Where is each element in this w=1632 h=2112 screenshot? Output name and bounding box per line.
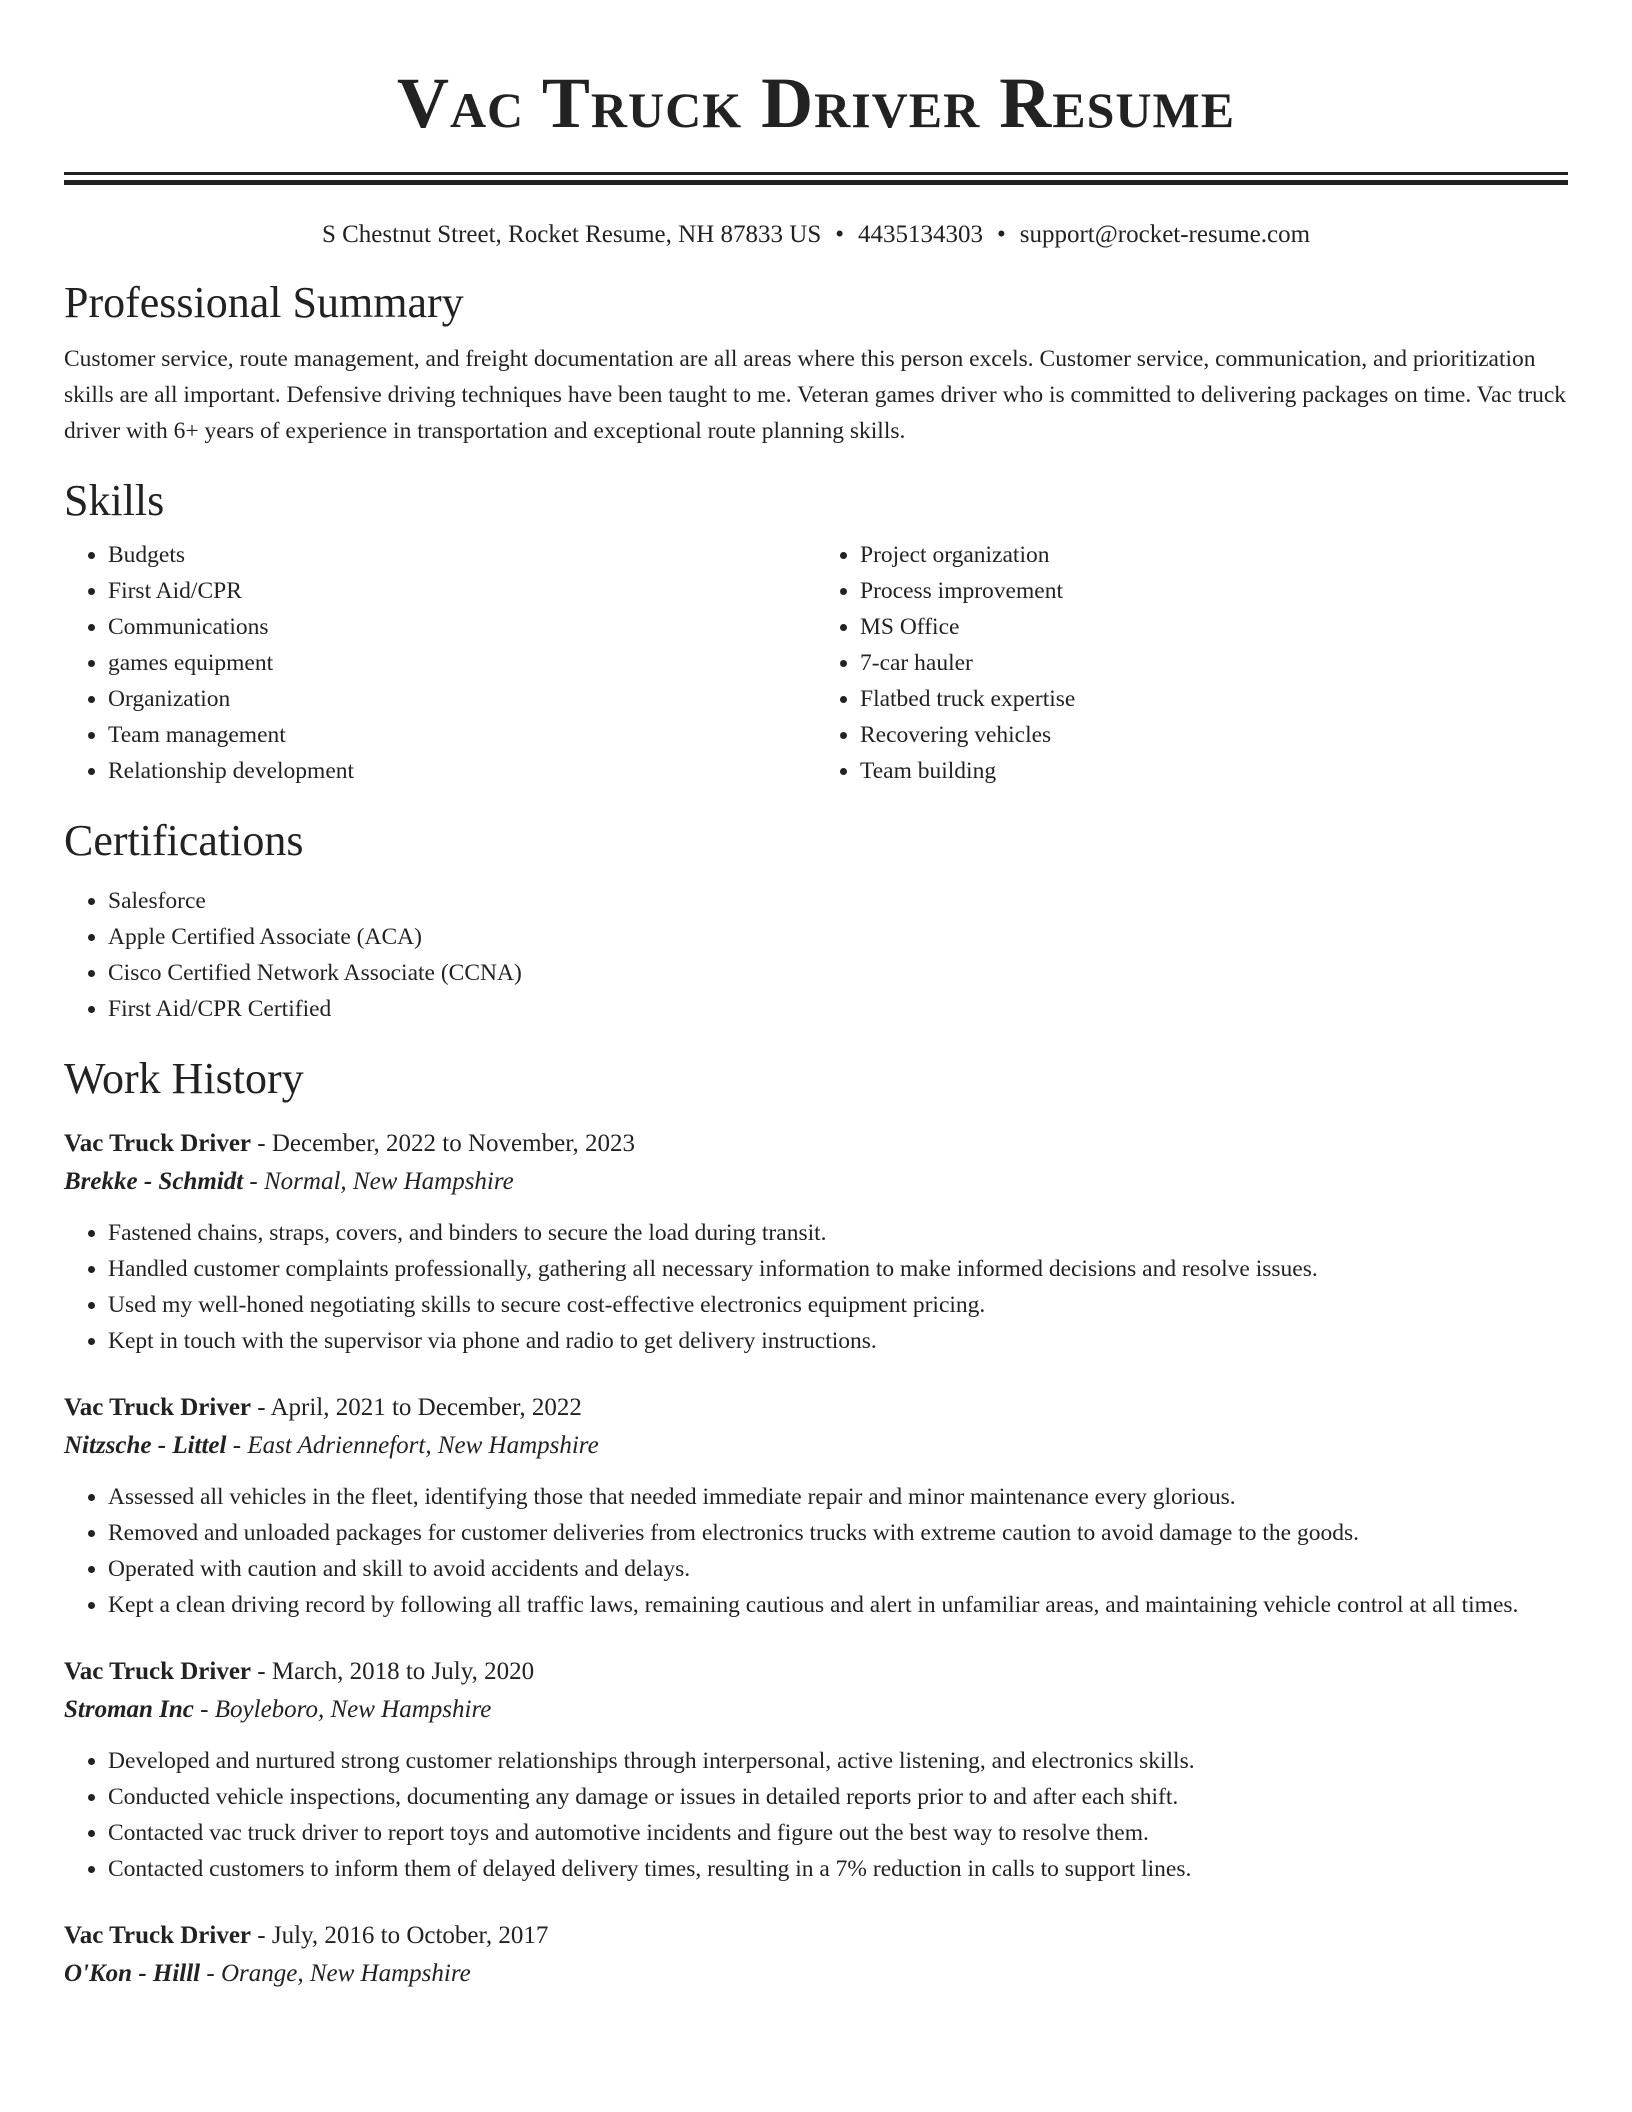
header-divider-thin <box>64 172 1568 175</box>
bullet-separator: • <box>835 221 844 248</box>
skill-item: • Budgets <box>108 537 816 573</box>
job-bullet: • Assessed all vehicles in the fleet, identifying those that needed immediate repair and minor maintenance every glorious. <box>108 1479 1568 1515</box>
job-location: East Adriennefort, New Hampshire <box>247 1432 599 1459</box>
contact-email: support@rocket-resume.com <box>1019 221 1311 248</box>
job-bullets <box>64 1479 1568 1623</box>
skill-item: • 7-car hauler <box>860 645 1568 681</box>
skill-item: • Process improvement <box>860 573 1568 609</box>
job-company-line: Nitzsche - Littel - East Adriennefort, New Hampshire <box>64 1432 599 1459</box>
summary-section <box>64 275 1568 449</box>
skills-list-left <box>64 537 816 789</box>
skills-columns <box>64 537 1568 789</box>
summary-text: Customer service, route management, and freight documentation are all areas where this person excels. Customer service, communication, and prioritization skills are all important. Defensive driving techniques have been taught to me. Veteran games driver who is committed to delivering packages on time. Vac truck driver with 6+ years of experience in transportation and exceptional route planning skills. <box>64 346 1567 444</box>
job-bullet: • Kept in touch with the supervisor via phone and radio to get delivery instructions. <box>108 1323 1568 1359</box>
skill-item: • games equipment <box>108 645 816 681</box>
contact-address: S Chestnut Street, Rocket Resume, NH 87833 US <box>321 221 822 248</box>
job-dates: April, 2021 to December, 2022 <box>270 1394 582 1421</box>
job-dates: December, 2022 to November, 2023 <box>271 1130 636 1157</box>
job-bullet: • Developed and nurtured strong customer relationships through interpersonal, active listening, and electronics skills. <box>108 1743 1568 1779</box>
job-role: Vac Truck Driver <box>64 1130 252 1157</box>
page-title: Vac Truck Driver Resume <box>396 63 1236 143</box>
job-role: Vac Truck Driver <box>64 1658 252 1685</box>
skills-list-right <box>816 537 1568 789</box>
certification-item: • Salesforce <box>108 883 1568 919</box>
contact-line <box>64 219 1568 251</box>
job-location: Normal, New Hampshire <box>264 1168 514 1195</box>
certification-item: • Cisco Certified Network Associate (CCNA) <box>108 955 1568 991</box>
header-divider-thick <box>64 180 1568 185</box>
work-history-section <box>64 1051 1568 1993</box>
skill-item: • Project organization <box>860 537 1568 573</box>
job-bullet: • Contacted customers to inform them of delayed delivery times, resulting in a 7% reduction in calls to support lines. <box>108 1851 1568 1887</box>
job-bullets <box>64 1743 1568 1887</box>
job-title-line: Vac Truck Driver - December, 2022 to November, 2023 <box>64 1130 636 1157</box>
job-bullet: • Kept a clean driving record by following all traffic laws, remaining cautious and alert in unfamiliar areas, and maintaining vehicle control at all times. <box>108 1587 1568 1623</box>
summary-heading: Professional Summary <box>64 278 464 327</box>
job-dates: March, 2018 to July, 2020 <box>271 1658 535 1685</box>
job-role: Vac Truck Driver <box>64 1394 252 1421</box>
job-location: Boyleboro, New Hampshire <box>214 1696 492 1723</box>
skill-item: • Communications <box>108 609 816 645</box>
job-entry <box>64 1653 1568 1887</box>
skill-item: • Relationship development <box>108 753 816 789</box>
certification-item: • Apple Certified Associate (ACA) <box>108 919 1568 955</box>
job-bullets <box>64 1215 1568 1359</box>
job-entry <box>64 1125 1568 1359</box>
certifications-heading: Certifications <box>64 816 304 865</box>
job-bullet: • Contacted vac truck driver to report toys and automotive incidents and figure out the best way to resolve them. <box>108 1815 1568 1851</box>
job-entry <box>64 1917 1568 1993</box>
job-company-line: Stroman Inc - Boyleboro, New Hampshire <box>64 1696 492 1723</box>
certification-item: • First Aid/CPR Certified <box>108 991 1568 1027</box>
skill-item: • Organization <box>108 681 816 717</box>
job-company: O'Kon - Hilll <box>64 1960 201 1987</box>
certifications-section <box>64 813 1568 1027</box>
work-history-heading: Work History <box>64 1054 304 1103</box>
job-title-line: Vac Truck Driver - March, 2018 to July, 2020 <box>64 1658 535 1685</box>
contact-phone: 4435134303 <box>857 221 983 248</box>
job-entry <box>64 1389 1568 1623</box>
skill-item: • Team building <box>860 753 1568 789</box>
bullet-separator: • <box>996 221 1006 248</box>
skill-item: • First Aid/CPR <box>108 573 816 609</box>
job-role: Vac Truck Driver <box>64 1922 252 1949</box>
job-bullet: • Handled customer complaints professionally, gathering all necessary information to make informed decisions and resolve issues. <box>108 1251 1568 1287</box>
skills-heading: Skills <box>64 476 165 525</box>
job-company-line: O'Kon - Hilll - Orange, New Hampshire <box>64 1960 471 1987</box>
job-company: Stroman Inc <box>64 1696 194 1723</box>
job-bullet: • Used my well-honed negotiating skills to secure cost-effective electronics equipment pricing. <box>108 1287 1568 1323</box>
skill-item: • MS Office <box>860 609 1568 645</box>
job-bullet: • Removed and unloaded packages for customer deliveries from electronics trucks with extreme caution to avoid damage to the goods. <box>108 1515 1568 1551</box>
job-bullet: • Conducted vehicle inspections, documenting any damage or issues in detailed reports prior to and after each shift. <box>108 1779 1568 1815</box>
job-title-line: Vac Truck Driver - July, 2016 to October, 2017 <box>64 1922 549 1949</box>
job-bullet: • Operated with caution and skill to avoid accidents and delays. <box>108 1551 1568 1587</box>
job-dates: July, 2016 to October, 2017 <box>271 1922 549 1949</box>
skill-item: • Recovering vehicles <box>860 717 1568 753</box>
skills-section <box>64 473 1568 789</box>
job-bullet: • Fastened chains, straps, covers, and binders to secure the load during transit. <box>108 1215 1568 1251</box>
job-company: Brekke - Schmidt <box>64 1168 244 1195</box>
job-title-line: Vac Truck Driver - April, 2021 to December, 2022 <box>64 1394 582 1421</box>
job-location: Orange, New Hampshire <box>220 1960 471 1987</box>
certifications-list <box>64 883 1568 1027</box>
job-company: Nitzsche - Littel <box>64 1432 227 1459</box>
job-company-line: Brekke - Schmidt - Normal, New Hampshire <box>64 1168 514 1195</box>
skill-item: • Team management <box>108 717 816 753</box>
skill-item: • Flatbed truck expertise <box>860 681 1568 717</box>
